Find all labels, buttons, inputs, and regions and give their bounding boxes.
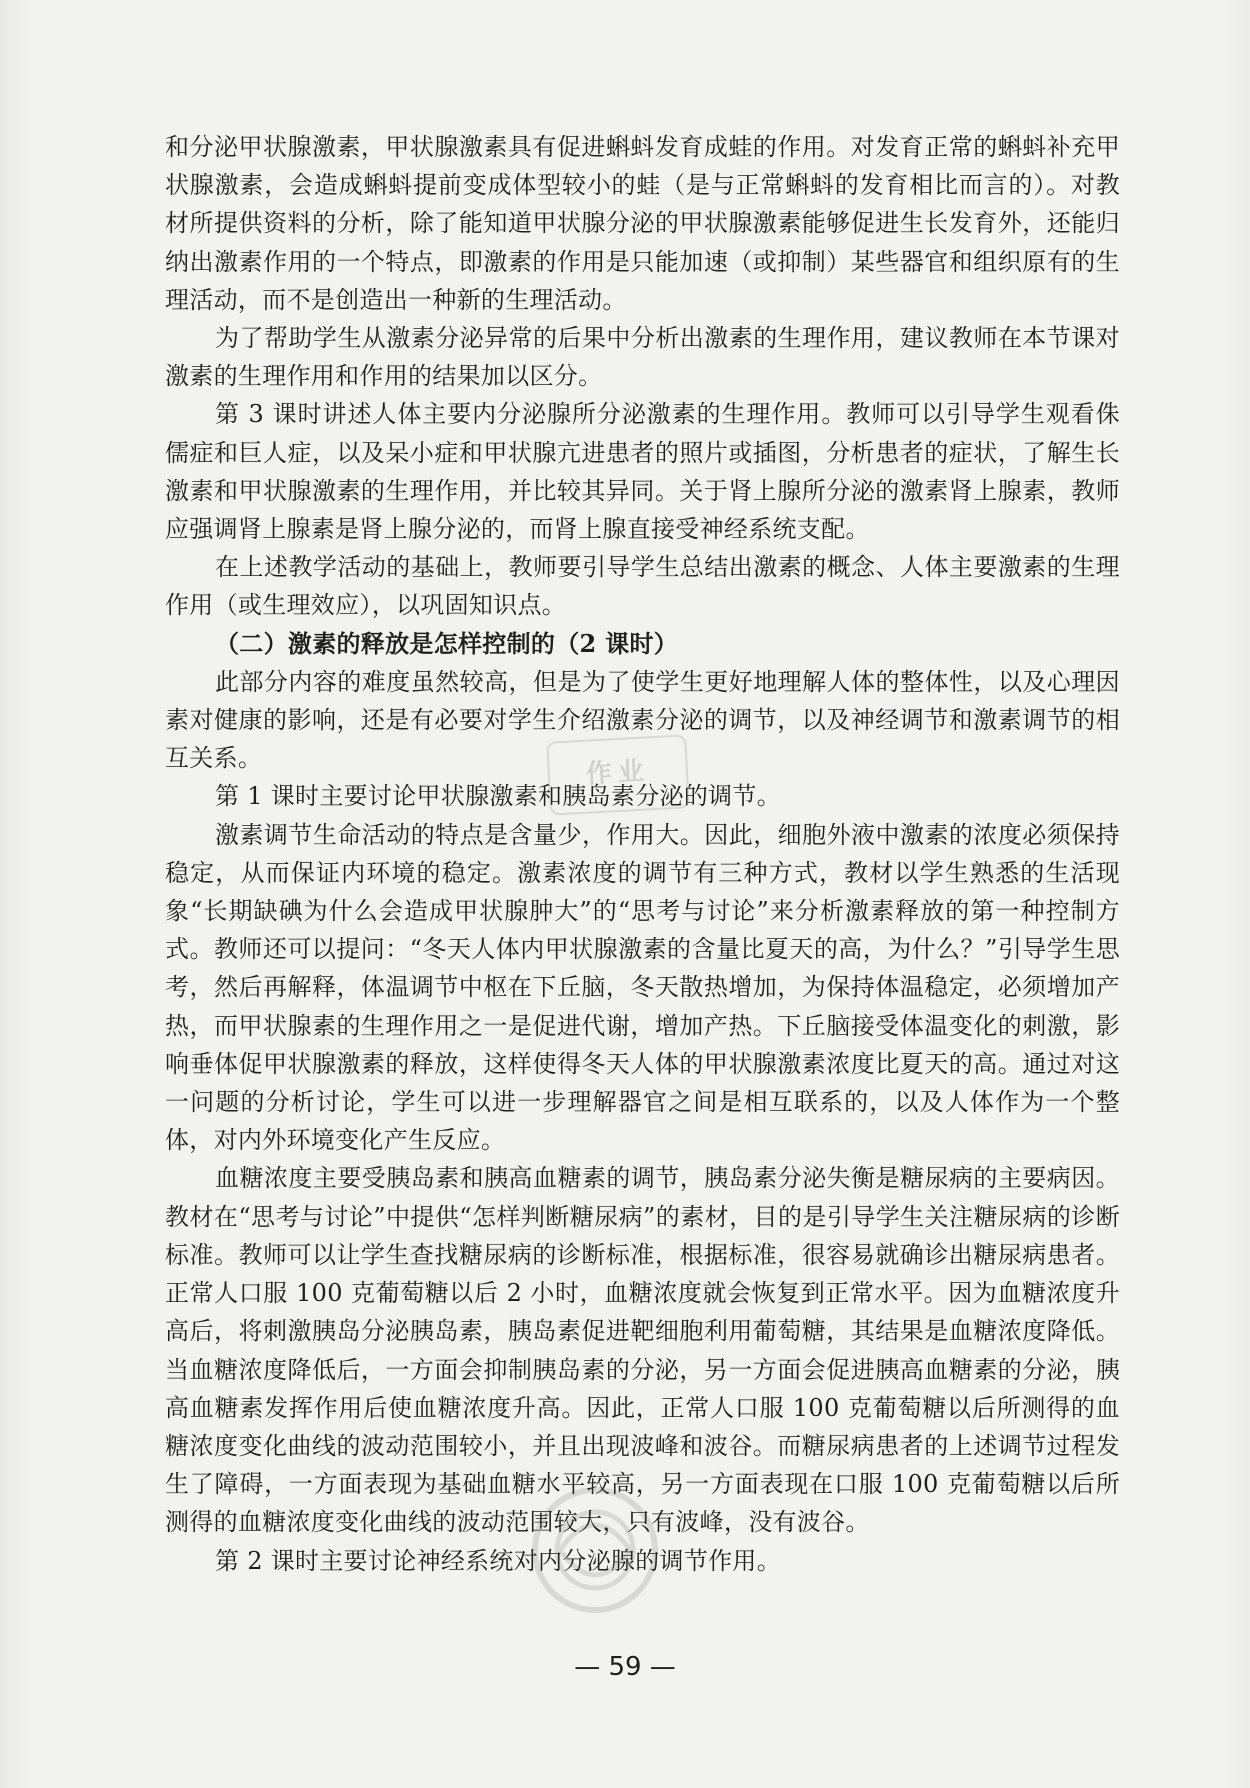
page-number: — 59 — (574, 1652, 676, 1682)
section-heading: （二）激素的释放是怎样控制的（2 课时） (215, 628, 679, 658)
paragraph: 第 2 课时主要讨论神经系统对内分泌腺的调节作用。 (215, 1546, 782, 1575)
paragraph: 激素调节生命活动的特点是含量少，作用大。因此，细胞外液中激素的浓度必须保持稳定，从而保证内环境的稳定。激素浓度的调节有三种方式，教材以学生熟悉的生活现象“长期缺碘为什么会造成甲状腺肿大”的“思考与讨论”来分析激素释放的第一种控制方式。教师还可以提问：“冬天人体内甲状腺激素的含量比夏天的高，为什么？”引导学生思考，然后再解释，体温调节中枢在下丘脑，冬天散热增加，为保持体温稳定，必须增加产热，而甲状腺素的生理作用之一是促进代谢，增加产热。下丘脑接受体温变化的刺激，影响垂体促甲状腺激素的释放，这样使得冬天人体的甲状腺激素浓度比夏天的高。通过对这一问题的分析讨论，学生可以进一步理解器官之间是相互联系的，以及人体作为一个整体，对内外环境变化产生反应。 (165, 820, 1120, 1155)
watermark-stamp-text: 作业 (585, 756, 651, 790)
paragraph: 第 1 课时主要讨论甲状腺激素和胰岛素分泌的调节。 (215, 782, 782, 811)
paragraph-continued: 和分泌甲状腺激素，甲状腺激素具有促进蝌蚪发育成蛙的作用。对发育正常的蝌蚪补充甲状腺激素，会造成蝌蚪提前变成体型较小的蛙（是与正常蝌蚪的发育相比而言的）。对教材所提供资料的分析，除了能知道甲状腺分泌的甲状腺激素能够促进生长发育外，还能归纳出激素作用的一个特点，即激素的作用是只能加速（或抑制）某些器官和组织原有的生理活动，而不是创造出一种新的生理活动。 (165, 133, 1120, 314)
paragraph: 第 3 课时讲述人体主要内分泌腺所分泌激素的生理作用。教师可以引导学生观看侏儒症和巨人症，以及呆小症和甲状腺亢进患者的照片或插图，分析患者的症状，了解生长激素和甲状腺激素的生理作用，并比较其异同。关于肾上腺所分泌的激素肾上腺素，教师应强调肾上腺素是肾上腺分泌的，而肾上腺直接受神经系统支配。 (165, 400, 1120, 544)
paragraph: 此部分内容的难度虽然较高，但是为了使学生更好地理解人体的整体性，以及心理因素对健康的影响，还是有必要对学生介绍激素分泌的调节，以及神经调节和激素调节的相互关系。 (165, 667, 1120, 773)
paragraph: 为了帮助学生从激素分泌异常的后果中分析出激素的生理作用，建议教师在本节课对激素的生理作用和作用的结果加以区分。 (165, 324, 1120, 391)
body-text (165, 128, 1120, 1580)
paragraph: 在上述教学活动的基础上，教师要引导学生总结出激素的概念、人体主要激素的生理作用（或生理效应），以巩固知识点。 (165, 553, 1120, 620)
paragraph: 血糖浓度主要受胰岛素和胰高血糖素的调节，胰岛素分泌失衡是糖尿病的主要病因。教材在“思考与讨论”中提供“怎样判断糖尿病”的素材，目的是引导学生关注糖尿病的诊断标准。教师可以让学生查找糖尿病的诊断标准，根据标准，很容易就确诊出糖尿病患者。正常人口服 100 克葡萄糖以后 2 小时，血糖浓度就会恢复到正常水平。因为血糖浓度升高后，将刺激胰岛分泌胰岛素，胰岛素促进靶细胞利用葡萄糖，其结果是血糖浓度降低。当血糖浓度降低后，一方面会抑制胰岛素的分泌，另一方面会促进胰高血糖素的分泌，胰高血糖素发挥作用后使血糖浓度升高。因此，正常人口服 100 克葡萄糖以后所测得的血糖浓度变化曲线的波动范围较小，并且出现波峰和波谷。而糖尿病患者的上述调节过程发生了障碍，一方面表现为基础血糖水平较高，另一方面表现在口服 100 克葡萄糖以后所测得的血糖浓度变化曲线的波动范围较大，只有波峰，没有波谷。 (165, 1164, 1120, 1537)
